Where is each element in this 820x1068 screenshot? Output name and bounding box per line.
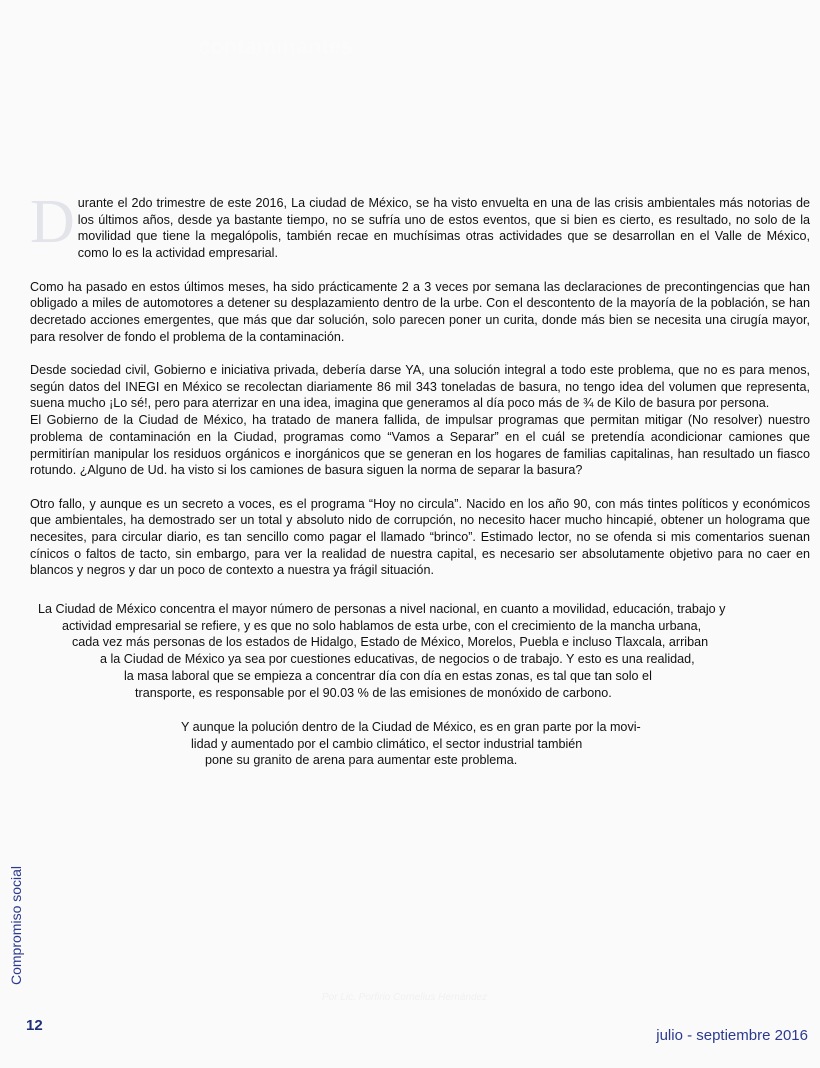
centered-block-1 [30,601,810,701]
drop-cap: D [30,188,75,256]
centered-line: pone su granito de arena para aumentar este problema. [205,753,518,768]
centered-line: la masa laboral que se empieza a concentrar día con día en estas zonas, es tal que tan solo el [124,668,652,683]
centered-line: La Ciudad de México concentra el mayor número de personas a nivel nacional, en cuanto a movilidad, educación, trabajo y [38,602,726,616]
paragraph-3: Desde sociedad civil, Gobierno e iniciativa privada, debería darse YA, una solución integral a todo este problema, que no es para menos, según datos del INEGI en México se recolectan diariamente 86 mil 343 toneladas de basura, no tengo idea del volumen que representa, suena mucho ¡Lo sé!, pero para aterrizar en una idea, imagina que generamos al día poco más de ¾ de Kilo de basura por persona. [30,363,810,411]
centered-line: actividad empresarial se refiere, y es que no solo hablamos de esta urbe, con el crecimiento de la mancha urbana, [62,618,702,633]
section-label: Compromiso social [8,865,24,985]
page-number: 12 [26,1017,43,1034]
centered-line: transporte, es responsable por el 90.03 % de las emisiones de monóxido de carbono. [135,685,612,700]
centered-line: a la Ciudad de México ya sea por cuestiones educativas, de negocios o de trabajo. Y esto es una realidad, [100,652,695,667]
paragraph-1: Durante el 2do trimestre de este 2016, La ciudad de México, se ha visto envuelta en una de las crisis ambientales más notorias de los últimos años, desde ya bastante tiempo, no se sufría uno de estos eventos, que si bien es cierto, es resultado, no solo de la movilidad que tiene la megalópolis, también recae en muchísimas otras actividades que se desarrollan en el Valle de México, como lo es la actividad empresarial. [30,188,810,261]
centered-line: Y aunque la polución dentro de la Ciudad de México, es en gran parte por la movi- [181,720,641,734]
centered-line: lidad y aumentado por el cambio climático, el sector industrial también [191,736,583,751]
article-title: contaminantes [198,34,354,59]
paragraph-4: El Gobierno de la Ciudad de México, ha tratado de manera fallida, de impulsar programas que permitan mitigar (No resolver) nuestro problema de contaminación en la Ciudad, programas como “Vamos a Separar” en el cuál se pretendía acondicionar camiones que permitirían manipular los residuos orgánicos e inorgánicos que se generan en los hogares de familias capitalinas, han resultado un fiasco rotundo. ¿Alguno de Ud. ha visto si los camiones de basura siguen la norma de separar la basura? [30,413,810,478]
paragraph-5: Otro fallo, y aunque es un secreto a voces, es el programa “Hoy no circula”. Nacido en los año 90, con más tintes políticos y económicos que ambientales, ha demostrado ser un total y absoluto nido de corrupción, no necesito hacer mucho hincapié, obtener un holograma que necesites, para circular diario, es tan sencillo como pagar el llamado “brinco”. Estimado lector, no se ofenda si mis comentarios suenan cínicos o faltos de tacto, sin embargo, para ver la realidad de nuestra capital, es necesario ser absolutamente objetivo para no caer en blancos y negros y dar un poco de contexto a nuestra ya frágil situación. [30,496,810,578]
paragraph-2: Como ha pasado en estos últimos meses, ha sido prácticamente 2 a 3 veces por semana las declaraciones de precontingencias que han obligado a miles de automotores a detener su desplazamiento dentro de la urbe. Con el descontento de la mayoría de la población, se han decretado acciones emergentes, que más que dar solución, solo parecen poner un curita, donde más bien se necesita una cirugía mayor, para resolver de fondo el problema de la contaminación. [30,279,810,344]
article-body [30,188,810,596]
author-credit: Por Lic. Porfirio Cornelius Hernández [322,992,488,1003]
issue-date: julio - septiembre 2016 [656,1027,808,1044]
centered-block-2 [30,719,810,769]
centered-line: cada vez más personas de los estados de Hidalgo, Estado de México, Morelos, Puebla e incluso Tlaxcala, arriban [72,635,709,650]
